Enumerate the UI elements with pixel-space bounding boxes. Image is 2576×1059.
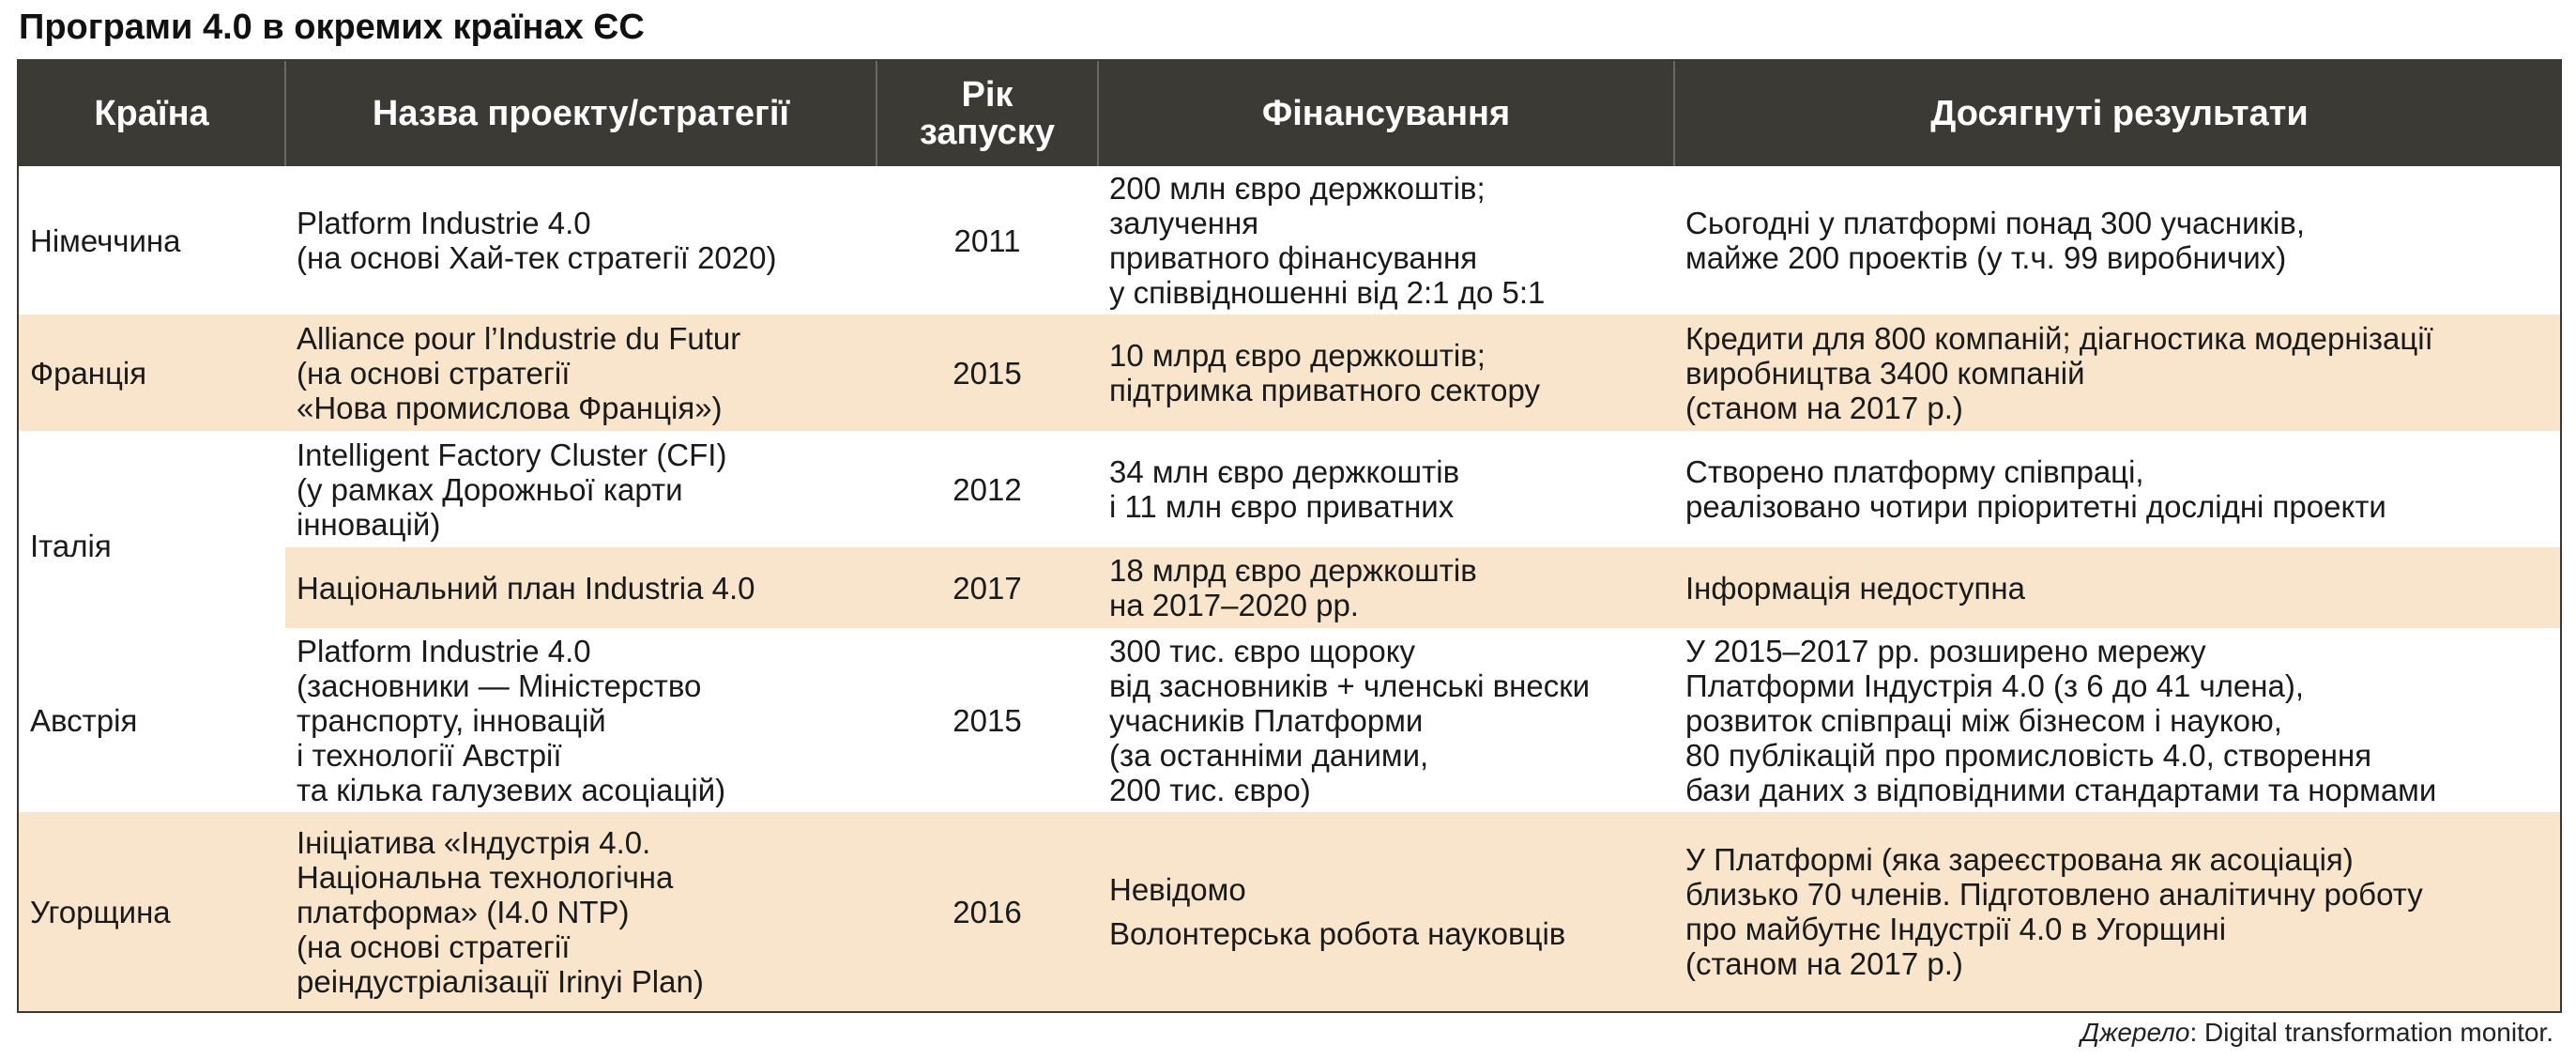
line-gap <box>1109 907 1663 916</box>
year-cell: 2017 <box>876 547 1098 628</box>
header-year <box>876 61 1098 166</box>
funding-line: 34 млн євро держкоштів <box>1109 454 1460 489</box>
country-cell: Італія <box>19 431 285 628</box>
funding-line: Невідомо <box>1109 872 1246 907</box>
header-country: Країна <box>19 61 285 166</box>
source-label: Джерело <box>2081 1018 2190 1047</box>
source-text: : Digital transformation monitor. <box>2189 1018 2553 1047</box>
table-row <box>19 628 2562 812</box>
table-row <box>19 166 2562 315</box>
results-line: реалізовано чотири пріоритетні дослідні проекти <box>1685 489 2386 524</box>
project-cell: Національний план Industria 4.0 <box>285 547 876 628</box>
header-project: Назва проекту/стратегії <box>285 61 876 166</box>
project-cell <box>285 431 876 547</box>
project-line: Platform Industrie 4.0 <box>297 633 591 668</box>
project-line: інновацій) <box>297 506 441 542</box>
results-line: Кредити для 800 компаній; діагностика модернізації <box>1685 320 2433 356</box>
results-line: бази даних з відповідними стандартами та нормами <box>1685 772 2437 807</box>
results-line: про майбутнє Індустрії 4.0 в Угорщині <box>1685 912 2227 946</box>
results-line: 80 публікацій про промисловість 4.0, створення <box>1685 737 2372 773</box>
results-cell <box>1674 166 2562 315</box>
funding-line: залучення <box>1109 206 1259 240</box>
project-cell <box>285 166 876 315</box>
header-year-line2: запуску <box>920 113 1055 152</box>
funding-cell <box>1098 431 1674 547</box>
funding-line: учасників Платформи <box>1109 702 1424 738</box>
project-line: «Нова промислова Франція») <box>297 390 723 425</box>
funding-line: (за останніми даними, <box>1109 737 1429 773</box>
results-line: Сьогодні у платформі понад 300 учасників, <box>1685 206 2305 240</box>
results-line: розвиток співпраці між бізнесом і наукою, <box>1685 702 2282 738</box>
funding-cell <box>1098 315 1674 431</box>
project-line: і технології Австрії <box>297 737 562 773</box>
header-funding: Фінансування <box>1098 61 1674 166</box>
funding-line: приватного фінансування <box>1109 240 1478 275</box>
country-cell: Австрія <box>30 702 138 738</box>
funding-cell <box>1098 812 1674 1011</box>
project-line: Platform Industrie 4.0 <box>297 206 591 240</box>
country-cell: Німеччина <box>30 223 181 258</box>
page-title: Програми 4.0 в окремих країнах ЄС <box>19 8 645 47</box>
project-line: (у рамках Дорожньої карти <box>297 471 683 507</box>
funding-line: 200 млн євро держкоштів; <box>1109 171 1486 206</box>
table-row <box>19 547 2562 628</box>
table-header-row <box>19 61 2562 166</box>
results-line: майже 200 проектів (у т.ч. 99 виробничих) <box>1685 240 2287 275</box>
results-cell <box>1674 812 2562 1011</box>
year-cell: 2016 <box>876 812 1098 1011</box>
project-line: Ініціатива «Індустрія 4.0. <box>297 824 651 860</box>
project-cell <box>285 628 876 812</box>
project-line: (на основі стратегії <box>297 929 571 964</box>
project-line: Alliance pour l’Industrie du Futur <box>297 320 741 356</box>
project-line: та кілька галузевих асоціацій) <box>297 772 726 807</box>
header-results: Досягнуті результати <box>1674 61 2562 166</box>
year-cell: 2011 <box>953 223 1021 258</box>
table-row <box>19 812 2562 1011</box>
funding-line: Волонтерська робота науковців <box>1109 916 1566 951</box>
results-line: виробництва 3400 компаній <box>1685 355 2085 391</box>
project-line: Національна технологічна <box>297 859 674 895</box>
results-line: Створено платформу співпраці, <box>1685 454 2144 489</box>
table-row <box>19 431 2562 547</box>
project-cell <box>285 315 876 431</box>
project-line: транспорту, інновацій <box>297 702 606 738</box>
funding-line: 300 тис. євро щороку <box>1109 633 1416 668</box>
project-line: платформа» (I4.0 NTP) <box>297 894 630 929</box>
results-line: У Платформі (яка зареєстрована як асоціація) <box>1685 842 2354 877</box>
funding-line: 18 млрд євро держкоштів <box>1109 553 1477 588</box>
project-line: Intelligent Factory Cluster (CFI) <box>297 437 727 472</box>
year-cell: 2015 <box>876 315 1098 431</box>
funding-line: 10 млрд євро держкоштів; <box>1109 338 1486 373</box>
results-line: У 2015–2017 рр. розширено мережу <box>1685 633 2206 668</box>
funding-line: на 2017–2020 рр. <box>1109 588 1359 622</box>
funding-cell <box>1098 166 1674 315</box>
project-line: реіндустріалізації Irinyi Plan) <box>297 963 704 999</box>
results-line: (станом на 2017 р.) <box>1685 946 1963 981</box>
results-line: (станом на 2017 р.) <box>1685 390 1963 425</box>
funding-line: підтримка приватного сектору <box>1109 373 1540 407</box>
funding-line: і 11 млн євро приватних <box>1109 489 1455 524</box>
year-cell: 2015 <box>953 702 1022 738</box>
header-year-line1: Рік <box>961 75 1014 115</box>
project-cell <box>285 812 876 1011</box>
project-line: (на основі Хай-тек стратегії 2020) <box>297 240 777 275</box>
results-cell <box>1674 628 2562 812</box>
funding-line: від засновників + членські внески <box>1109 668 1591 703</box>
results-line: близько 70 членів. Підготовлено аналітичну роботу <box>1685 877 2423 912</box>
source-note <box>2081 1018 2553 1048</box>
table-row <box>19 315 2562 431</box>
project-line: (на основі стратегії <box>297 355 571 391</box>
funding-cell <box>1098 628 1674 812</box>
results-cell <box>1674 315 2562 431</box>
funding-cell <box>1098 547 1674 628</box>
results-cell: Інформація недоступна <box>1674 547 2562 628</box>
country-cell: Франція <box>19 315 285 431</box>
funding-line: у співвідношенні від 2:1 до 5:1 <box>1109 275 1546 310</box>
year-cell: 2012 <box>953 471 1022 507</box>
results-line: Платформи Індустрія 4.0 (з 6 до 41 члена), <box>1685 668 2305 703</box>
funding-line: 200 тис. євро) <box>1109 772 1311 807</box>
results-cell <box>1674 431 2562 547</box>
programs-table <box>17 59 2562 1013</box>
project-line: (засновники — Міністерство <box>297 668 702 703</box>
country-cell: Угорщина <box>19 812 285 1011</box>
